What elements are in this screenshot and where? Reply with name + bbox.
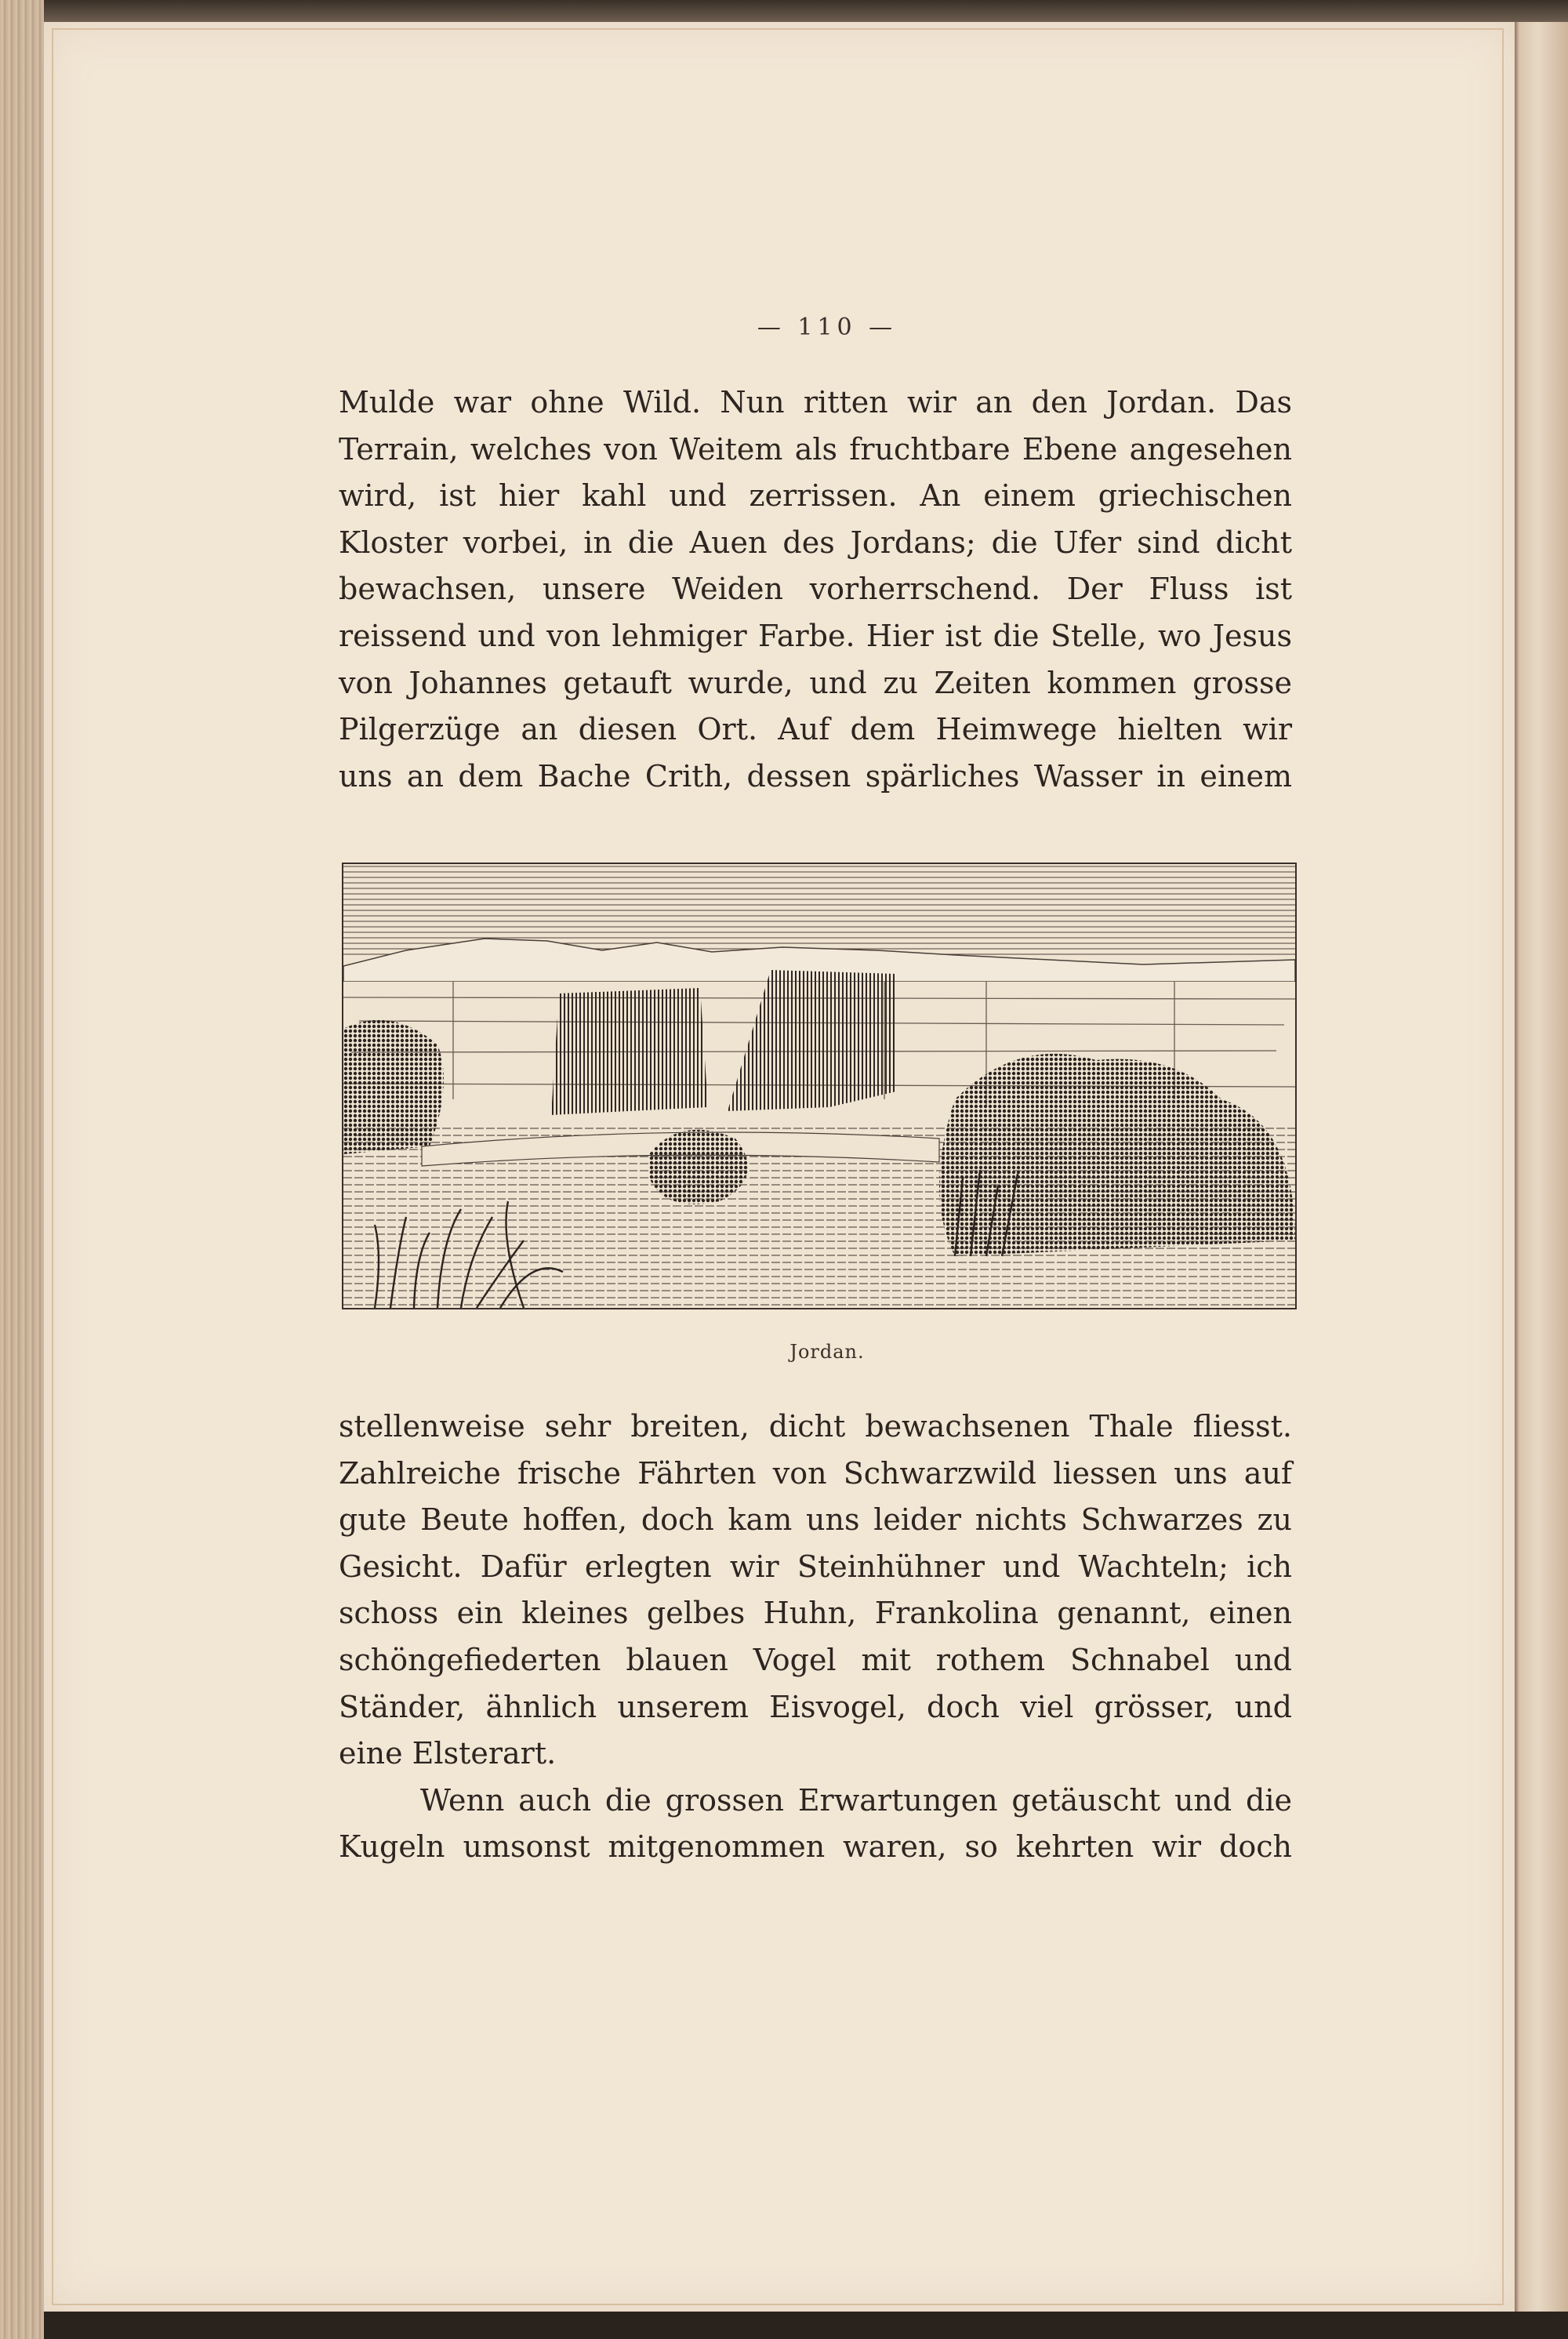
- book-top-shadow: [44, 0, 1568, 22]
- text-line: Zahlreiche frische Fährten von Schwarzwild liessen uns auf: [339, 1455, 1292, 1491]
- text-line: wird, ist hier kahl und zerrissen. An einem griechischen: [339, 478, 1292, 514]
- text-line: bewachsen, unsere Weiden vorherrschend. Der Fluss ist: [339, 572, 1292, 607]
- engraving-illustration: [343, 864, 1295, 1308]
- paragraph-bottom: [339, 1404, 1292, 1871]
- text-line: schöngefiederten blauen Vogel mit rothem Schnabel und: [339, 1642, 1292, 1677]
- text-line: Terrain, welches von Weitem als fruchtbare Ebene angesehen: [339, 431, 1292, 467]
- page-edge-stack: [0, 0, 44, 2339]
- dark-cliff-left: [551, 988, 708, 1115]
- text-line: Mulde war ohne Wild. Nun ritten wir an den Jordan. Das: [339, 385, 1292, 419]
- jordan-engraving: [342, 863, 1297, 1309]
- text-line: uns an dem Bache Crith, dessen spärliches Wasser in einem: [339, 758, 1292, 794]
- text-line: schoss ein kleines gelbes Huhn, Frankolina genannt, einen: [339, 1596, 1292, 1631]
- text-line: gute Beute hoffen, doch kam uns leider nichts Schwarzes zu: [339, 1502, 1292, 1538]
- text-line: von Johannes getauft wurde, und zu Zeiten kommen grosse: [339, 665, 1292, 700]
- text-line: Kugeln umsonst mitgenommen waren, so kehrten wir doch: [339, 1829, 1292, 1865]
- bush-left: [343, 1020, 444, 1154]
- text-line: stellenweise sehr breiten, dicht bewachsenen Thale fliesst.: [339, 1409, 1292, 1444]
- text-line: reissend und von lehmiger Farbe. Hier ist die Stelle, wo Jesus: [339, 618, 1292, 653]
- page-number: — 110 —: [757, 314, 898, 341]
- text-line: eine Elsterart.: [339, 1736, 557, 1771]
- paragraph-top: [339, 380, 1292, 800]
- figure-caption: Jordan.: [789, 1341, 865, 1363]
- text-line: Ständer, ähnlich unserem Eisvogel, doch viel grösser, und: [339, 1689, 1292, 1724]
- book-right-edge: [1515, 22, 1568, 2312]
- text-line: Pilgerzüge an diesen Ort. Auf dem Heimwege hielten wir: [339, 712, 1292, 747]
- text-line: Kloster vorbei, in die Auen des Jordans; die Ufer sind dicht: [339, 525, 1292, 560]
- text-line: Wenn auch die grossen Erwartungen getäuscht und die: [420, 1782, 1292, 1818]
- bush-center: [649, 1130, 748, 1204]
- text-line: Gesicht. Dafür erlegten wir Steinhühner und Wachteln; ich: [339, 1549, 1292, 1584]
